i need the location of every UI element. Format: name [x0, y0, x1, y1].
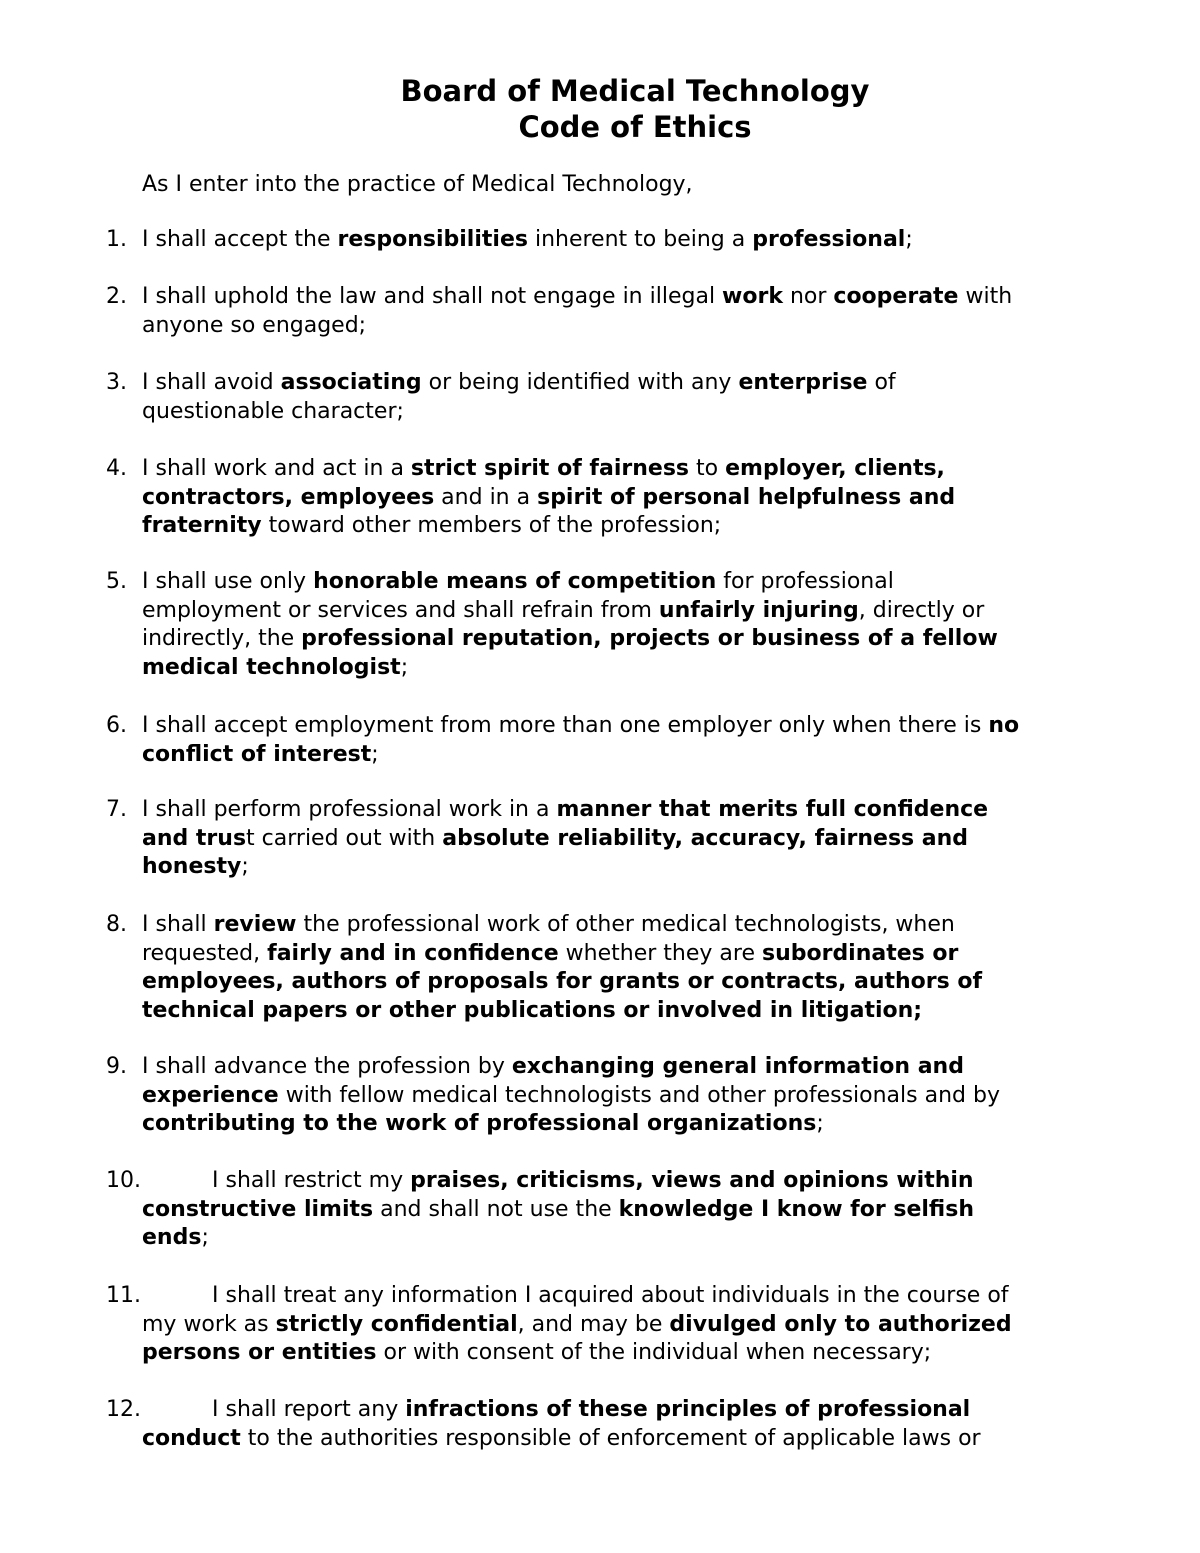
- plain-text: I shall accept the: [142, 227, 338, 252]
- plain-text: employment or services and shall refrain from: [142, 597, 659, 623]
- list-item-number: 3.: [106, 370, 127, 395]
- plain-text: and in a: [434, 484, 538, 510]
- list-item-number: 11.: [106, 1283, 141, 1308]
- plain-text: indirectly, the: [142, 626, 302, 652]
- list-item-number: 12.: [106, 1397, 141, 1422]
- plain-text: my work as: [142, 1311, 276, 1337]
- bold-text: employees, authors of proposals for grants or contracts, authors of: [142, 969, 983, 995]
- plain-text: with fellow medical technologists and other professionals and by: [278, 1082, 1000, 1108]
- list-item-number: 10.: [106, 1168, 141, 1193]
- bold-text: infractions of these principles of professional: [405, 1397, 971, 1422]
- plain-text: ;: [371, 741, 379, 767]
- document-subtitle: Code of Ethics: [518, 110, 752, 144]
- list-item-text: [142, 712, 1142, 769]
- plain-text: or with consent of the individual when necessary;: [376, 1340, 932, 1366]
- bold-text: honesty: [142, 854, 242, 880]
- bold-text: strictly confidential: [275, 1311, 518, 1337]
- list-item-number: 5.: [106, 569, 127, 594]
- bold-text: technical papers or other publications or involved in litigation;: [142, 997, 923, 1023]
- plain-text: ;: [400, 654, 409, 680]
- bold-text: responsibilities: [337, 227, 528, 252]
- text-line: [142, 1224, 1142, 1253]
- bold-text: exchanging general information and: [511, 1054, 964, 1079]
- text-line: [142, 398, 1142, 427]
- plain-text: with: [958, 284, 1013, 309]
- list-item-number: 8.: [106, 912, 127, 937]
- plain-text: , and may be: [517, 1311, 670, 1337]
- text-line: [142, 940, 1142, 969]
- plain-text: and shall not use the: [373, 1196, 619, 1222]
- plain-text: toward other members of the profession;: [261, 513, 722, 539]
- bold-text: employer, clients,: [725, 456, 945, 481]
- plain-text: ;: [201, 1225, 209, 1251]
- text-line: [142, 1167, 1142, 1196]
- list-item-number: 1.: [106, 227, 127, 252]
- plain-text: of: [867, 370, 896, 395]
- plain-text: the professional work of other medical technologists, when: [296, 912, 955, 937]
- bold-text: experience: [142, 1082, 279, 1108]
- bold-text: medical technologist: [142, 654, 401, 680]
- plain-text: inherent to being a: [527, 227, 753, 252]
- plain-text: whether they are: [558, 940, 762, 966]
- list-item-number: 4.: [106, 456, 127, 481]
- bold-text: professional: [752, 227, 906, 252]
- list-item-text: [142, 455, 1142, 541]
- text-line: [142, 997, 1142, 1026]
- text-line: [142, 512, 1142, 541]
- plain-text: I shall avoid: [142, 370, 281, 395]
- bold-text: fairly and in confidence: [267, 940, 559, 966]
- plain-text: , directly or: [858, 597, 985, 623]
- bold-text: ends: [142, 1225, 202, 1251]
- text-line: [142, 1311, 1142, 1340]
- plain-text: I shall uphold the law and shall not engage in illegal: [142, 284, 723, 309]
- bold-text: no: [988, 713, 1020, 738]
- bold-text: praises, criticisms, views and opinions within: [410, 1168, 974, 1193]
- text-line: [142, 654, 1142, 683]
- plain-text: for professional: [716, 569, 894, 594]
- text-line: [142, 484, 1142, 513]
- plain-text: I shall perform professional work in a: [142, 797, 557, 822]
- text-line: [142, 1196, 1142, 1225]
- text-line: [142, 568, 1142, 597]
- bold-text: unfairly injuring: [658, 597, 859, 623]
- plain-text: t carried out with: [246, 825, 443, 851]
- list-item-number: 2.: [106, 284, 127, 309]
- plain-text: questionable character;: [142, 398, 404, 424]
- text-line: [142, 455, 1142, 484]
- bold-text: contributing to the work of professional organizations: [142, 1111, 817, 1137]
- text-line: [142, 968, 1142, 997]
- list-item-text: [142, 1282, 1142, 1368]
- bold-text: constructive limits: [142, 1196, 374, 1222]
- bold-text: absolute reliability, accuracy, fairness and: [442, 825, 969, 851]
- list-item-number: 9.: [106, 1054, 127, 1079]
- bold-text: conduct: [142, 1425, 241, 1451]
- text-line: [142, 741, 1142, 770]
- text-line: [142, 1339, 1142, 1368]
- bold-text: knowledge I know for selfish: [618, 1196, 974, 1222]
- plain-text: ;: [905, 227, 913, 252]
- plain-text: to: [689, 456, 726, 481]
- text-line: [142, 1396, 1142, 1425]
- bold-text: contractors, employees: [142, 484, 435, 510]
- list-item-text: [142, 796, 1142, 882]
- text-line: [142, 283, 1142, 312]
- bold-text: enterprise: [738, 370, 868, 395]
- plain-text: or being identified with any: [421, 370, 739, 395]
- bold-text: spirit of personal helpfulness and: [537, 484, 956, 510]
- plain-text: I shall restrict my: [212, 1168, 411, 1193]
- bold-text: persons or entities: [142, 1340, 377, 1366]
- text-line: [142, 712, 1142, 741]
- list-item-number: 7.: [106, 797, 127, 822]
- plain-text: to the authorities responsible of enforcement of applicable laws or: [240, 1425, 981, 1451]
- plain-text: nor: [782, 284, 834, 309]
- bold-text: work: [722, 284, 783, 309]
- bold-text: manner that merits full confidence: [556, 797, 989, 822]
- plain-text: I shall use only: [142, 569, 314, 594]
- plain-text: I shall work and act in a: [142, 456, 411, 481]
- plain-text: I shall: [142, 912, 214, 937]
- list-item-number: 6.: [106, 713, 127, 738]
- list-item-text: [142, 911, 1142, 1025]
- text-line: [142, 369, 1142, 398]
- plain-text: I shall accept employment from more than one employer only when there is: [142, 713, 989, 738]
- document-title: Board of Medical Technology: [400, 74, 870, 108]
- text-line: [142, 796, 1142, 825]
- text-line: [142, 1110, 1142, 1139]
- bold-text: divulged only to authorized: [669, 1311, 1012, 1337]
- text-line: [142, 825, 1142, 854]
- list-item-text: [142, 568, 1142, 682]
- bold-text: fraternity: [142, 513, 262, 539]
- list-item-text: [142, 1167, 1142, 1253]
- text-line: [142, 1425, 1142, 1454]
- list-item-text: [142, 226, 1142, 255]
- plain-text: anyone so engaged;: [142, 312, 367, 338]
- text-line: [142, 312, 1142, 341]
- plain-text: I shall advance the profession by: [142, 1054, 512, 1079]
- bold-text: conflict of interest: [142, 741, 372, 767]
- bold-text: strict spirit of fairness: [410, 456, 690, 481]
- text-line: [142, 625, 1142, 654]
- text-line: [142, 1082, 1142, 1111]
- bold-text: review: [213, 912, 297, 937]
- list-item-text: [142, 1396, 1142, 1453]
- list-item-text: [142, 1053, 1142, 1139]
- text-line: [142, 597, 1142, 626]
- text-line: [142, 911, 1142, 940]
- text-line: [142, 853, 1142, 882]
- bold-text: associating: [280, 370, 422, 395]
- plain-text: I shall report any: [212, 1397, 406, 1422]
- intro-paragraph: As I enter into the practice of Medical Technology,: [142, 172, 693, 197]
- plain-text: ;: [241, 854, 249, 880]
- bold-text: and trus: [142, 825, 247, 851]
- plain-text: I shall treat any information I acquired about individuals in the course of: [212, 1283, 1009, 1308]
- bold-text: subordinates or: [761, 940, 959, 966]
- bold-text: professional reputation, projects or business of a fellow: [301, 626, 998, 652]
- bold-text: honorable means of competition: [313, 569, 717, 594]
- list-item-text: [142, 283, 1142, 340]
- plain-text: requested,: [142, 940, 268, 966]
- text-line: [142, 1282, 1142, 1311]
- list-item-text: [142, 369, 1142, 426]
- text-line: [142, 226, 1142, 255]
- plain-text: ;: [816, 1111, 824, 1137]
- text-line: [142, 1053, 1142, 1082]
- bold-text: cooperate: [833, 284, 959, 309]
